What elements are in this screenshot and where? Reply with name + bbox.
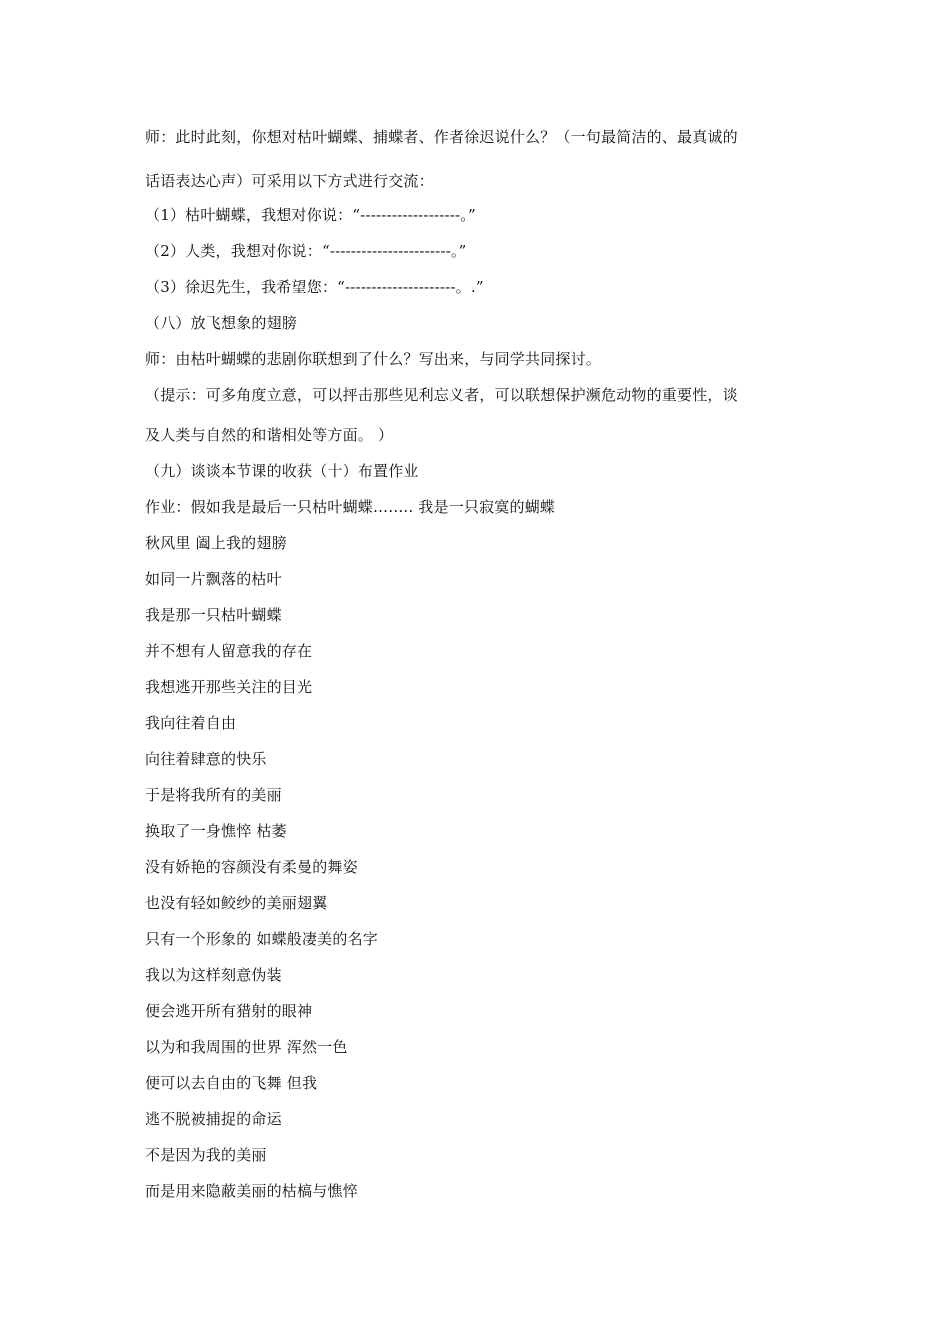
poem-line: 而是用来隐蔽美丽的枯槁与憔悴	[145, 1182, 358, 1200]
poem-line: 便可以去自由的飞舞 但我	[145, 1074, 318, 1092]
poem-line: 逃不脱被捕捉的命运	[145, 1110, 282, 1128]
paragraph-teacher-question: 师：此时此刻，你想对枯叶蝴蝶、捕蝶者、作者徐迟说什么？（一句最简洁的、最真诚的	[145, 128, 738, 146]
paragraph-option-2: （2）人类，我想对你说：“-----------------------。”	[145, 242, 467, 260]
paragraph-option-3: （3）徐迟先生，我希望您：“---------------------。.”	[145, 278, 484, 296]
poem-line: 没有娇艳的容颜没有柔曼的舞姿	[145, 858, 358, 876]
poem-line: 只有一个形象的 如蝶般凄美的名字	[145, 930, 378, 948]
poem-line: 于是将我所有的美丽	[145, 786, 282, 804]
poem-line: 以为和我周围的世界 浑然一色	[145, 1038, 348, 1056]
poem-line: 我是那一只枯叶蝴蝶	[145, 606, 282, 624]
section-heading-9-10: （九）谈谈本节课的收获（十）布置作业	[145, 462, 419, 480]
paragraph-teacher-prompt: 师：由枯叶蝴蝶的悲剧你联想到了什么？写出来，与同学共同探讨。	[145, 350, 602, 368]
poem-line: 并不想有人留意我的存在	[145, 642, 313, 660]
paragraph-homework: 作业：假如我是最后一只枯叶蝴蝶…….. 我是一只寂寞的蝴蝶	[145, 498, 556, 516]
section-heading-8: （八）放飞想象的翅膀	[145, 314, 298, 332]
poem-line: 换取了一身憔悴 枯萎	[145, 822, 287, 840]
poem-line: 如同一片飘落的枯叶	[145, 570, 282, 588]
poem-line: 我向往着自由	[145, 714, 237, 732]
poem-line: 也没有轻如鲛纱的美丽翅翼	[145, 894, 328, 912]
paragraph-hint-cont: 及人类与自然的和谐相处等方面。 ）	[145, 426, 394, 444]
poem-line: 向往着肆意的快乐	[145, 750, 267, 768]
poem-line: 不是因为我的美丽	[145, 1146, 267, 1164]
poem-line: 秋风里 阖上我的翅膀	[145, 534, 287, 552]
paragraph-hint: （提示：可多角度立意，可以抨击那些见利忘义者，可以联想保护濒危动物的重要性，谈	[145, 386, 738, 404]
paragraph-teacher-question-cont: 话语表达心声）可采用以下方式进行交流：	[145, 172, 434, 190]
paragraph-option-1: （1）枯叶蝴蝶，我想对你说：“-------------------。”	[145, 206, 476, 224]
poem-line: 便会逃开所有猎射的眼神	[145, 1002, 313, 1020]
poem-line: 我以为这样刻意伪装	[145, 966, 282, 984]
poem-line: 我想逃开那些关注的目光	[145, 678, 313, 696]
